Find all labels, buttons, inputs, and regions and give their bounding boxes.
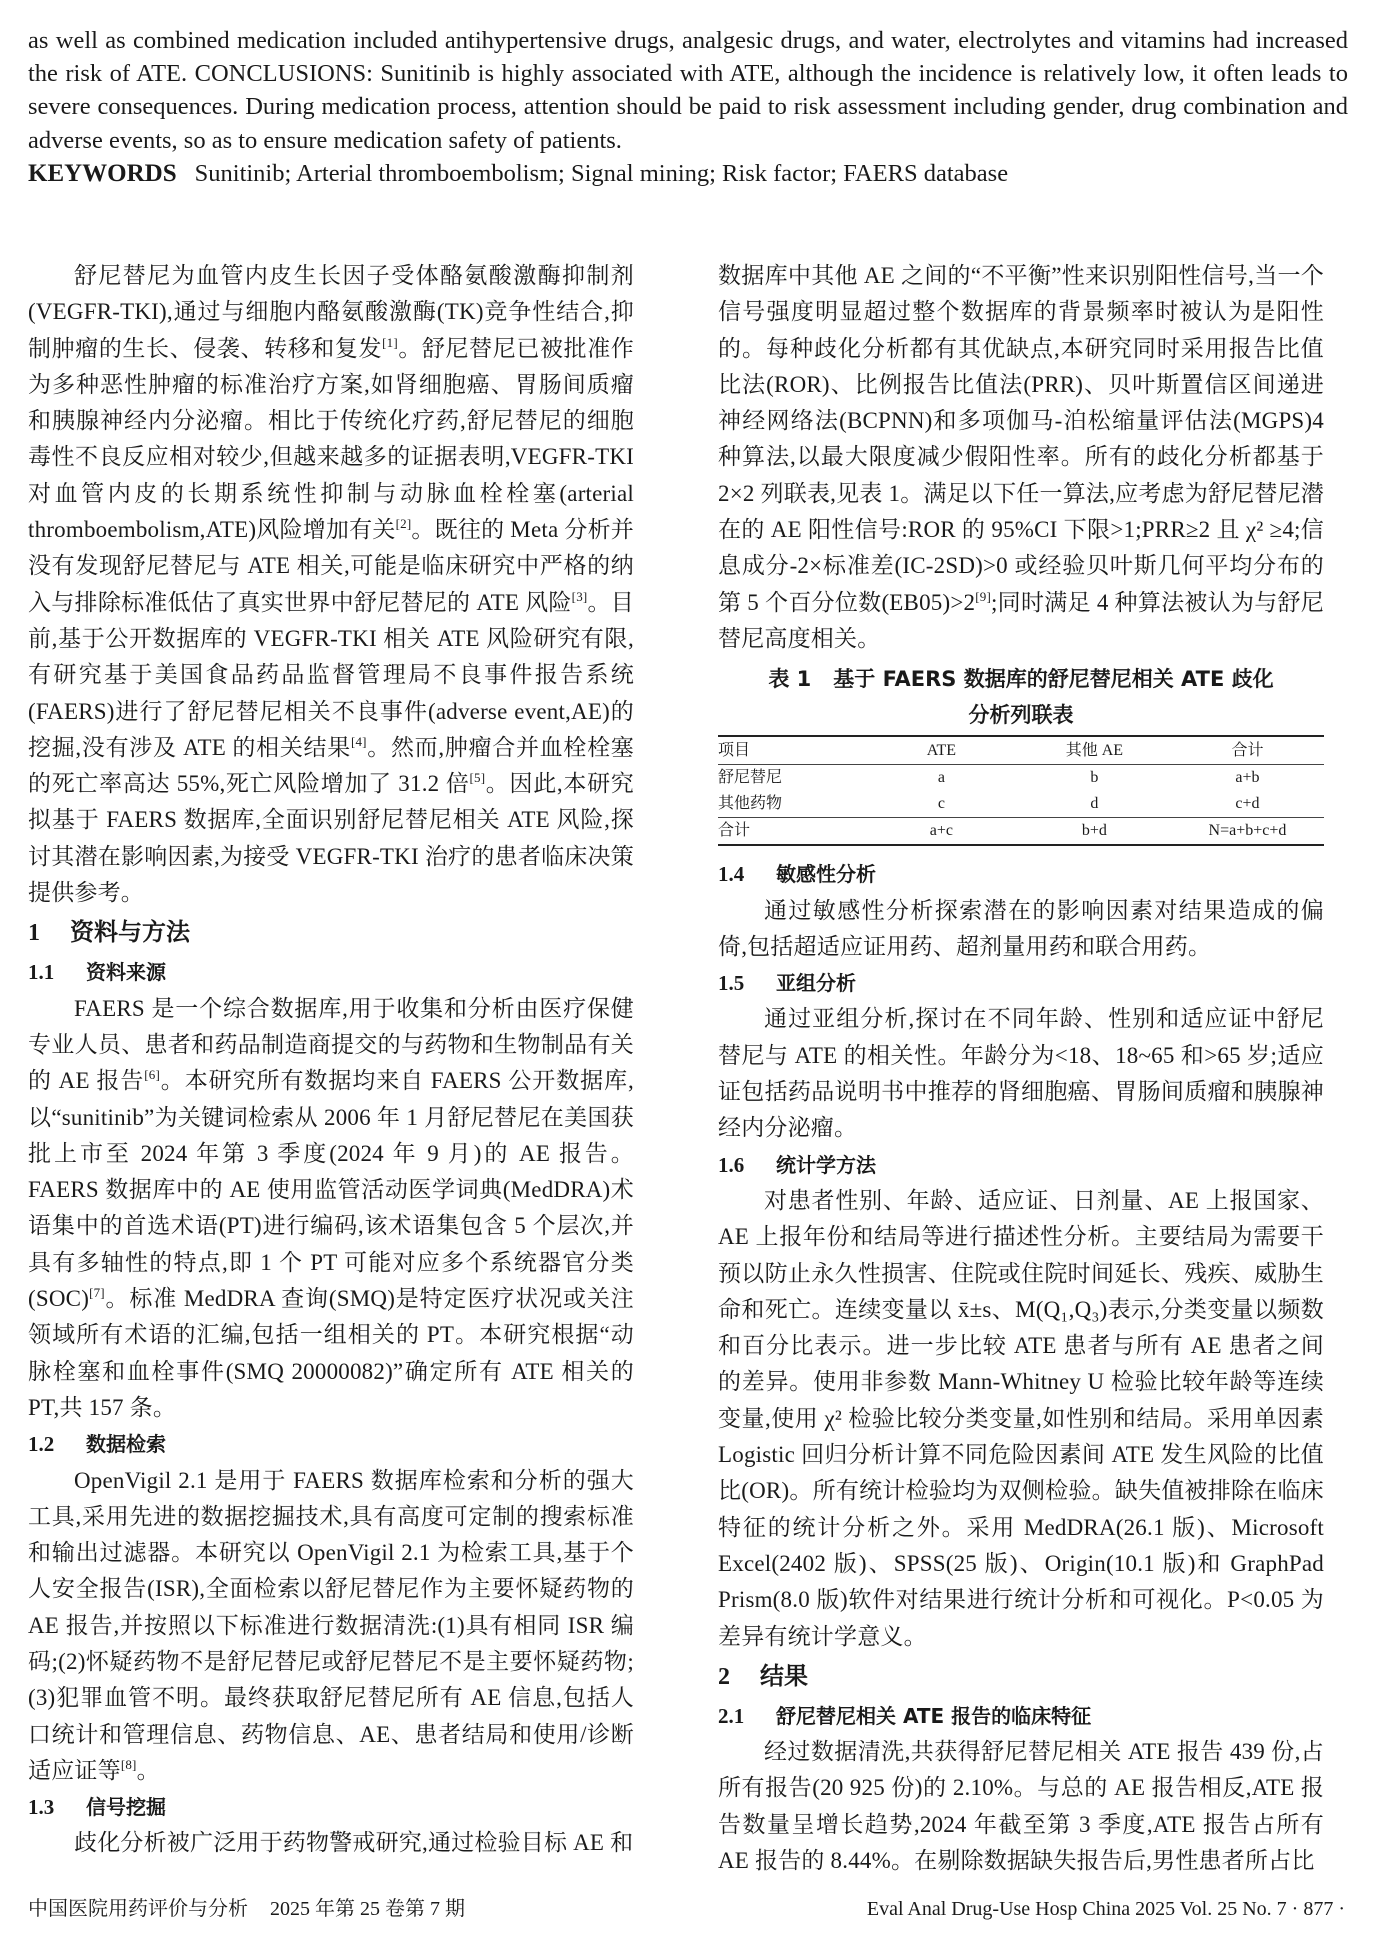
journal-name-cn: 中国医院用药评价与分析 xyxy=(28,1898,248,1920)
table-total-row xyxy=(718,818,1324,846)
table-header: ATE xyxy=(865,736,1018,765)
table-cell: d xyxy=(1090,795,1099,813)
sensitivity-analysis-paragraph: 通过敏感性分析探索潜在的影响因素对结果造成的偏倚,包括超适应证用药、超剂量用药和联合用药。 xyxy=(718,897,1324,959)
table-header: 其他 AE xyxy=(1018,736,1171,765)
table-1-caption: 表 1 基于 FAERS 数据库的舒尼替尼相关 ATE 歧化 分析列联表 xyxy=(768,667,1274,728)
signal-mining-paragraph-start: 歧化分析被广泛用于药物警戒研究,通过检验目标 AE 和 xyxy=(74,1830,634,1856)
table-cell: c+d xyxy=(1235,795,1260,813)
table-cell: a+c xyxy=(865,818,1018,846)
citation-ref[interactable]: [5] xyxy=(469,770,486,786)
table-cell: 舒尼替尼 xyxy=(718,769,783,787)
subsection-heading-2-1: 2.1 舒尼替尼相关 ATE 报告的临床特征 xyxy=(718,1703,1092,1728)
citation-ref[interactable]: [8] xyxy=(120,1756,137,1772)
abstract-continuation xyxy=(28,24,1348,190)
statistics-paragraph: 对患者性别、年龄、适应证、日剂量、AE 上报国家、AE 上报年份和结局等进行描述性分析。主要结局为需要干预以防止永久性损害、住院或住院时间延长、残疾、威胁生命和死亡。连续变量以 x̄±s、M(Q₁,Q₃)表示,分类变量以频数和百分比表示。进一步比较 ATE 患者与所有 AE 患者之间的差异。使用非参数 Mann-Whitney U 检验比较年龄等连续变量,使用 χ² 检验比较分类变量,如性别和结局。采用单因素 Logistic 回归分析计算不同危险因素间 ATE 发生风险的比值比(OR)。所有统计检验均为双侧检验。缺失值被排除在临床特征的统计分析之外。采用 MedDRA(26.1 版)、Microsoft Excel(2402 版)、SPSS(25 版)、Origin(10.1 版)和 GraphPad Prism(8.0 版)软件对结果进行统计分析和可视化。P<0.05 为差异有统计学意义。 xyxy=(718,1187,1324,1649)
keywords-list: Sunitinib; Arterial thromboembolism; Signal mining; Risk factor; FAERS database xyxy=(194,159,1009,187)
citation-ref[interactable]: [9] xyxy=(975,588,991,604)
page-number: · 877 · xyxy=(1291,1898,1345,1920)
footer-journal-en xyxy=(867,1896,1345,1922)
keywords-line xyxy=(28,157,1348,190)
table-number: 表 1 xyxy=(768,667,812,692)
table-cell: b+d xyxy=(1018,818,1171,846)
abstract-text: as well as combined medication included antihypertensive drugs, analgesic drugs, and water, electrolytes and vitamins had increased the risk of ATE. CONCLUSIONS: Sunitinib is highly associated with ATE, although the incidence is relatively low, it often leads to severe consequences. During medication process, attention should be paid to risk assessment including gender, drug combination and adverse events, so as to ensure medication safety of patients. xyxy=(28,27,1348,154)
table-row xyxy=(718,765,1324,792)
table-cell: a xyxy=(937,769,945,787)
issue-cn: 2025 年第 25 卷第 7 期 xyxy=(270,1898,465,1920)
table-cell: a+b xyxy=(1235,769,1260,787)
table-cell: 合计 xyxy=(718,818,865,846)
citation-ref[interactable]: [2] xyxy=(395,516,412,532)
intro-paragraph: 舒尼替尼为血管内皮生长因子受体酪氨酸激酶抑制剂(VEGFR-TKI),通过与细胞内酪氨酸激酶(TK)竞争性结合,抑制肿瘤的生长、侵袭、转移和复发[1]。舒尼替尼已被批准作为多种恶性肿瘤的标准治疗方案,如肾细胞癌、胃肠间质瘤和胰腺神经内分泌瘤。相比于传统化疗药,舒尼替尼的细胞毒性不良反应相对较少,但越来越多的证据表明,VEGFR-TKI对血管内皮的长期系统性抑制与动脉血栓栓塞(arterial thromboembolism,ATE)风险增加有关[2]。既往的 Meta 分析并没有发现舒尼替尼与 ATE 相关,可能是临床研究中严格的纳入与排除标准低估了真实世界中舒尼替尼的 ATE 风险[3]。目前,基于公开数据库的 VEGFR-TKI 相关 ATE 风险研究有限,有研究基于美国食品药品监督管理局不良事件报告系统(FAERS)进行了舒尼替尼相关不良事件(adverse event,AE)的挖掘,没有涉及 ATE 的相关结果[4]。然而,肿瘤合并血栓栓塞的死亡率高达 55%,死亡风险增加了 31.2 倍[5]。因此,本研究拟基于 FAERS 数据库,全面识别舒尼替尼相关 ATE 风险,探讨其潜在影响因素,为接受 VEGFR-TKI 治疗的患者临床决策提供参考。 xyxy=(28,263,635,906)
citation-ref[interactable]: [4] xyxy=(350,733,367,749)
footer-journal-cn xyxy=(28,1896,465,1922)
section-heading-2: 2 结果 xyxy=(718,1661,808,1690)
citation-ref[interactable]: [6] xyxy=(144,1067,161,1083)
table-header: 合计 xyxy=(1171,736,1324,765)
table-cell: b xyxy=(1090,769,1099,787)
results-paragraph: 经过数据清洗,共获得舒尼替尼相关 ATE 报告 439 份,占所有报告(20 925 份)的 2.10%。与总的 AE 报告相反,ATE 报告数量呈增长趋势,2024 年截至第 3 季度,ATE 报告占所有 AE 报告的 8.44%。在剔除数据缺失报告后,男性患者所占比 xyxy=(718,1739,1324,1873)
data-source-paragraph: FAERS 是一个综合数据库,用于收集和分析由医疗保健专业人员、患者和药品制造商提交的与药物和生物制品有关的 AE 报告[6]。本研究所有数据均来自 FAERS 公开数据库,以“sunitinib”为关键词检索从 2006 年 1 月舒尼替尼在美国获批上市至 2024 年第 3 季度(2024 年 9 月)的 AE 报告。FAERS 数据库中的 AE 使用监管活动医学词典(MedDRA)术语集中的首选术语(PT)进行编码,该术语集包含 5 个层次,并具有多轴性的特点,即 1 个 PT 可能对应多个系统器官分类(SOC)[7]。标准 MedDRA 查询(SMQ)是特定医疗状况或关注领域所有术语的汇编,包括一组相关的 PT。本研究根据“动脉栓塞和血栓事件(SMQ 20000082)”确定所有 ATE 相关的 PT,共 157 条。 xyxy=(28,995,634,1420)
subgroup-analysis-paragraph: 通过亚组分析,探讨在不同年龄、性别和适应证中舒尼替尼与 ATE 的相关性。年龄分为<18、18~65 和>65 岁;适应证包括药品说明书中推荐的肾细胞癌、胃肠间质瘤和胰腺神经内分泌瘤。 xyxy=(718,1006,1324,1141)
data-retrieval-paragraph: OpenVigil 2.1 是用于 FAERS 数据库检索和分析的强大工具,采用先进的数据挖掘技术,具有高度可定制的搜索标准和输出过滤器。本研究以 OpenVigil 2.1 为检索工具,基于个人安全报告(ISR),全面检索以舒尼替尼作为主要怀疑药物的 AE 报告,并按照以下标准进行数据清洗:(1)具有相同 ISR 编码;(2)怀疑药物不是舒尼替尼或舒尼替尼不是主要怀疑药物;(3)犯罪血管不明。最终获取舒尼替尼所有 AE 信息,包括人口统计和管理信息、药物信息、AE、患者结局和使用/诊断适应证等[8]。 xyxy=(28,1467,634,1783)
table-row xyxy=(718,791,1324,818)
keywords-label: KEYWORDS xyxy=(28,159,177,187)
citation-ref[interactable]: [1] xyxy=(382,334,398,350)
table-cell: 其他药物 xyxy=(718,795,783,813)
right-column xyxy=(718,258,1324,1879)
table-cell: c xyxy=(937,795,945,813)
citation-ref[interactable]: [7] xyxy=(89,1285,105,1301)
subsection-heading-1-3: 1.3 信号挖掘 xyxy=(28,1795,166,1820)
journal-name-en: Eval Anal Drug-Use Hosp China 2025 Vol. 25 No. 7 xyxy=(866,1898,1287,1920)
signal-mining-paragraph: 数据库中其他 AE 之间的“不平衡”性来识别阳性信号,当一个信号强度明显超过整个数据库的背景频率时被认为是阳性的。每种歧化分析都有其优缺点,本研究同时采用报告比值比法(ROR)、比例报告比值法(PRR)、贝叶斯置信区间递进神经网络法(BCPNN)和多项伽马-泊松缩量评估法(MGPS)4 种算法,以最大限度减少假阳性率。所有的歧化分析都基于 2×2 列联表,见表 1。满足以下任一算法,应考虑为舒尼替尼潜在的 AE 阳性信号:ROR 的 95%CI 下限>1;PRR≥2 且 χ² ≥4;信息成分-2×标准差(IC-2SD)>0 或经验贝叶斯几何平均分布的第 5 个百分位数(EB05)>2[9];同时满足 4 种算法被认为与舒尼替尼高度相关。 xyxy=(718,263,1324,651)
subsection-heading-1-6: 1.6 统计学方法 xyxy=(718,1152,876,1177)
contingency-table xyxy=(718,735,1324,846)
left-column xyxy=(28,258,634,1862)
section-heading-1: 1 资料与方法 xyxy=(28,918,190,947)
subsection-heading-1-4: 1.4 敏感性分析 xyxy=(718,862,876,887)
table-header-row xyxy=(718,736,1324,765)
table-header: 项目 xyxy=(718,736,865,765)
subsection-heading-1-5: 1.5 亚组分析 xyxy=(718,971,856,996)
subsection-heading-1-2: 1.2 数据检索 xyxy=(28,1432,166,1457)
subsection-heading-1-1: 1.1 资料来源 xyxy=(28,960,166,985)
citation-ref[interactable]: [3] xyxy=(571,588,588,604)
table-cell: N=a+b+c+d xyxy=(1171,818,1324,846)
